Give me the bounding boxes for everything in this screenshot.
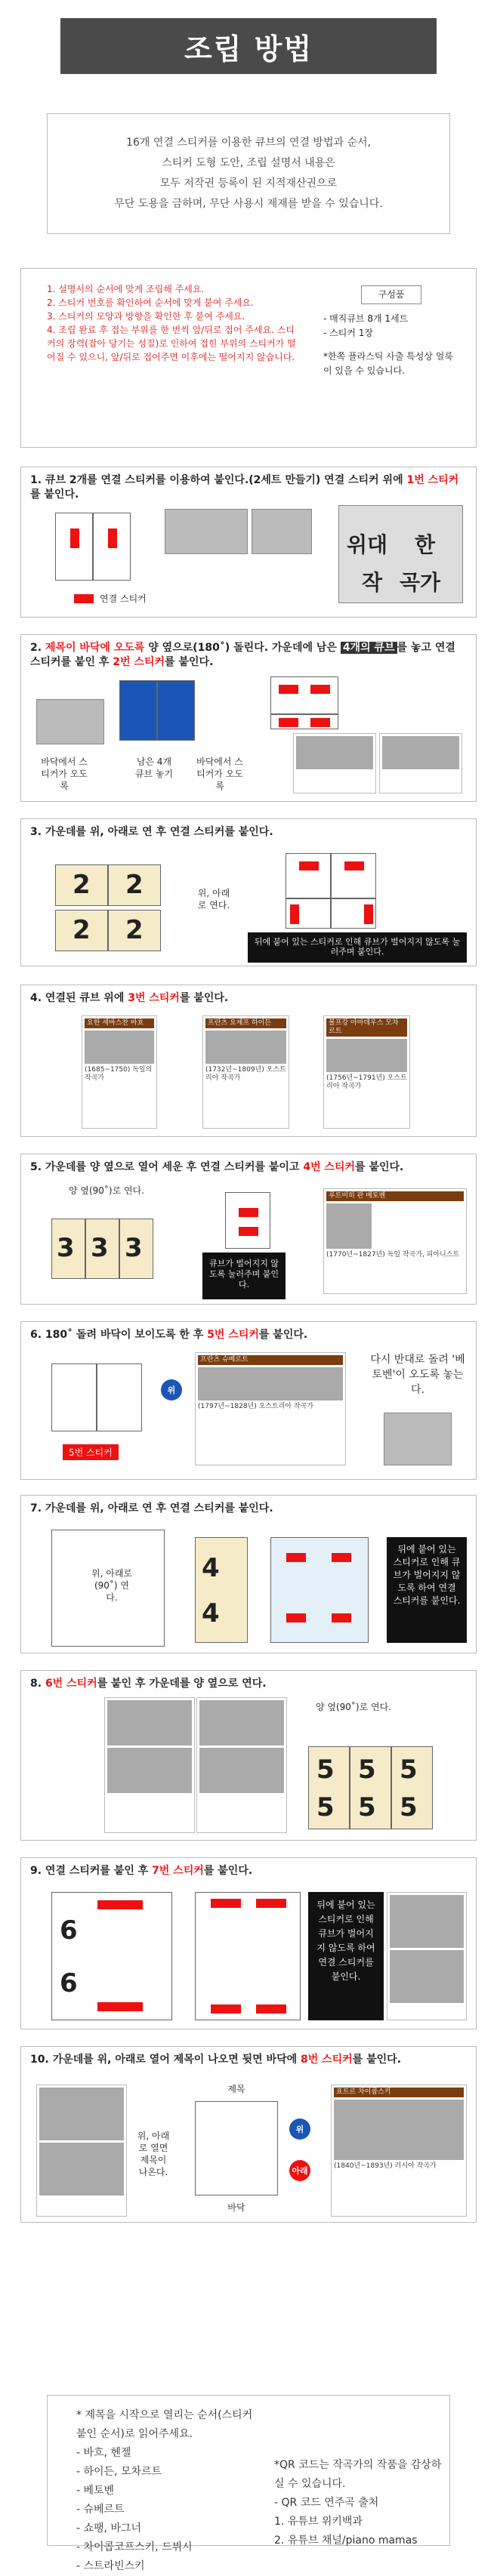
note-line: - 슈베르트 <box>76 2504 125 2516</box>
cube-diagram <box>270 1537 369 1643</box>
step-title: 2. 제목이 바닥에 오도록 양 옆으로(180˚) 돌린다. 가운데에 남은 4개의 큐브 를 놓고 연결 스티커를 붙인 후 2번 스티커를 붙인다. <box>30 642 455 668</box>
legend-label: 연결 스티커 <box>100 593 147 604</box>
step-6 <box>20 1321 477 1480</box>
cube-diagram: 5 5 <box>350 1746 391 1829</box>
cube-diagram: 6 6 <box>51 1892 172 2020</box>
cube-diagram <box>286 898 331 929</box>
instruction-box: 큐브가 벌어지지 않도록 눌러주며 붙인다. <box>202 1253 286 1299</box>
label: 제목 <box>227 2084 245 2094</box>
composer-card <box>387 1892 467 2020</box>
direction-badge: 위 <box>289 2118 310 2140</box>
label: 양 옆(90˚)로 연다. <box>315 1702 392 1712</box>
step-4 <box>20 984 477 1137</box>
step-title: 4. 연결된 큐브 위에 3번 스티커를 붙인다. <box>30 992 229 1004</box>
cube-diagram: 3 <box>51 1219 85 1279</box>
direction-badge: 위 <box>161 1379 182 1400</box>
cube-diagram <box>195 2101 278 2195</box>
step-1 <box>20 467 477 618</box>
cube-diagram <box>270 714 338 729</box>
notice-line: 16개 연결 스티커를 이용한 큐브의 연결 방법과 순서, <box>126 137 371 149</box>
composer-card <box>293 733 376 793</box>
step-8 <box>20 1670 477 1841</box>
note-line: - 하이든, 모차르트 <box>76 2466 162 2478</box>
notice-line: 모두 저작권 등록이 된 지적재산권으로 <box>159 177 338 190</box>
cube-diagram <box>331 898 376 929</box>
poster-text: 위대 <box>347 532 388 557</box>
photo <box>252 509 312 554</box>
components-title: 구성품 <box>361 285 421 304</box>
guide-item: 2. 스티커 번호를 확인하여 순서에 맞게 붙여 주세요. <box>47 297 254 308</box>
note-line: - 스트라빈스키 <box>76 2560 145 2572</box>
step-title: 1. 큐브 2개를 연결 스티커를 이용하여 붙인다.(2세트 만들기) 연결 스티커 위에 1번 스티커를 붙인다. <box>30 474 459 501</box>
composer-card <box>379 733 462 793</box>
guide-item: 3. 스티커의 모양과 방향을 확인한 후 붙여 주세요. <box>47 311 245 322</box>
label: 위, 아래로 연다. <box>197 888 230 911</box>
composer-card: 루트비히 판 베토벤 (1770년~1827년) 독일 작곡가, 피아니스트 <box>323 1188 467 1294</box>
cube-diagram <box>119 680 157 741</box>
photo <box>384 1413 452 1465</box>
copyright-notice <box>47 113 450 234</box>
composer-card: 요한 세바스찬 바흐 (1685~1750) 독일의 작곡가 <box>82 1015 157 1129</box>
composer-card <box>36 2085 127 2217</box>
notice-line: 무단 도용을 금하며, 무단 사용시 제재를 받을 수 있습니다. <box>114 198 383 210</box>
guide-item: 4. 조립 완료 후 접는 부위를 한 번씩 앞/뒤로 접어 주세요. 스티커의 장력(잡아 당기는 성질)로 인하여 접힌 부위의 스티커가 떨어질 수 있으니, 앞/뒤로 접어주면 이후에는 떨어지지 않습니다. <box>47 325 296 362</box>
step-title: 9. 연결 스티커를 붙인 후 7번 스티커를 붙인다. <box>30 1865 253 1877</box>
cube-diagram <box>93 513 131 581</box>
note-line: *QR 코드는 작곡가의 작품을 감상하실 수 있습니다. <box>274 2459 442 2490</box>
guide-list <box>47 282 296 364</box>
label: 남은 4개 큐브 놓기 <box>134 756 174 779</box>
step-title: 6. 180˚ 돌려 바닥이 보이도록 한 후 5번 스티커를 붙인다. <box>30 1329 308 1341</box>
cube-diagram <box>51 1363 97 1431</box>
assembly-guide <box>20 268 477 448</box>
cube-diagram: 3 <box>119 1219 153 1279</box>
step-title: 3. 가운데를 위, 아래로 연 후 연결 스티커를 붙인다. <box>30 826 273 838</box>
label: 다시 반대로 돌려 '베토벤'이 오도록 놓는다. <box>370 1354 465 1396</box>
cube-diagram: 3 <box>85 1219 119 1279</box>
instruction-box: 뒤에 붙어 있는 스티커로 인해 큐브가 벌어지지 않도록 눌러주며 붙인다. <box>248 932 467 963</box>
step-3 <box>20 818 477 966</box>
components-note: *한쪽 플라스틱 사출 특성상 얼룩이 있을 수 있습니다. <box>323 351 453 376</box>
composer-card <box>104 1697 195 1833</box>
reading-notes <box>47 2395 450 2572</box>
poster-photo <box>338 505 463 603</box>
composer-card: 볼프강 아마데우스 모차르트 (1756년~1791년) 오스트리아 작곡가 <box>323 1015 410 1129</box>
cube-diagram <box>270 676 338 714</box>
step-title: 8. 6번 스티커를 붙인 후 가운데를 양 옆으로 연다. <box>30 1678 267 1690</box>
cube-diagram: 2 <box>55 910 108 951</box>
cube-diagram <box>157 680 195 741</box>
step-title: 5. 가운데를 양 옆으로 열어 세운 후 연결 스티커를 붙이고 4번 스티커를 붙인다. <box>30 1161 404 1173</box>
guide-item: 1. 설명서의 순서에 맞게 조립해 주세요. <box>47 284 205 294</box>
poster-text: 곡가 <box>400 570 441 595</box>
label: 양 옆(90˚)로 연다. <box>68 1185 145 1196</box>
direction-badge: 아래 <box>289 2160 310 2181</box>
cube-diagram: 5 5 <box>391 1746 433 1829</box>
note-line: 2. 유튜브 채널/piano mamas <box>274 2534 418 2547</box>
step-10 <box>20 2046 477 2223</box>
step-2 <box>20 634 477 802</box>
notice-line: 스티커 도형 도안, 조립 설명서 내용은 <box>162 157 335 169</box>
cube-diagram <box>286 853 331 898</box>
instruction-box: 뒤에 붙어 있는 스티커로 인해 큐브가 벌어지지 않도록 하여 연결 스티커를 붙인다. <box>387 1537 467 1643</box>
note-line: - 베토벤 <box>76 2485 115 2497</box>
step-7 <box>20 1495 477 1653</box>
note-line: - 바흐, 헨젤 <box>76 2447 131 2459</box>
step-5 <box>20 1154 477 1305</box>
photo <box>165 509 248 554</box>
component-item: - 스티커 1장 <box>323 328 373 338</box>
label: 위, 아래로 열면 제목이 나온다. <box>137 2131 170 2177</box>
step-title: 7. 가운데를 위, 아래로 연 후 연결 스티커를 붙인다. <box>30 1502 273 1514</box>
composer-card: 프란츠 요제프 하이든 (1732년~1809년) 오스트리아 작곡가 <box>202 1015 289 1129</box>
note-line: * 제목을 시작으로 열리는 순서(스티커 붙인 순서)로 읽어주세요. <box>76 2409 253 2440</box>
cube-diagram <box>195 1892 301 2020</box>
cube-diagram <box>97 1363 142 1431</box>
poster-text: 작 <box>362 570 383 595</box>
reading-order <box>76 2406 265 2576</box>
cube-diagram <box>225 1192 270 1249</box>
note-line: 1. 유튜브 위키백과 <box>274 2516 363 2528</box>
poster-text: 한 <box>415 532 436 557</box>
components-box <box>323 285 459 378</box>
composer-card: 표트르 차이콥스키 (1840년~1893년) 러시아 작곡가 <box>331 2085 467 2217</box>
cube-diagram <box>55 513 93 581</box>
cube-diagram: 2 <box>55 864 108 906</box>
legend-swatch <box>74 594 94 603</box>
qr-notes <box>274 2456 448 2550</box>
label: 위, 아래로(90˚) 연다. <box>91 1568 132 1603</box>
cube-diagram: 4 4 <box>195 1537 248 1643</box>
label: 바닥에서 스티커가 오도록 <box>196 756 243 791</box>
note-line: - 쇼팽, 바그너 <box>76 2522 142 2534</box>
note-line: - 차이콥코프스키, 드뷔시 <box>76 2541 193 2553</box>
component-item: - 매직큐브 8개 1세트 <box>323 313 409 324</box>
instruction-box: 뒤에 붙어 있는 스티커로 인해 큐브가 벌어지지 않도록 하여 연결 스티커를 붙인다. <box>308 1892 384 2020</box>
photo <box>36 699 104 744</box>
cube-diagram: 2 <box>108 910 161 951</box>
cube-diagram: 5 5 <box>308 1746 350 1829</box>
label: 바닥에서 스티커가 오도록 <box>41 756 88 791</box>
composer-card <box>196 1697 287 1833</box>
step-title: 10. 가운데를 위, 아래로 열어 제목이 나오면 뒷면 바닥에 8번 스티커를 붙인다. <box>30 2054 402 2066</box>
cube-diagram: 2 <box>108 864 161 906</box>
cube-diagram <box>331 853 376 898</box>
sticker-tag: 5번 스티커 <box>63 1444 119 1460</box>
composer-card: 프란츠 슈베르트 (1797년~1828년) 오스트리아 작곡가 <box>195 1352 346 1465</box>
step-9 <box>20 1857 477 2029</box>
note-line: - QR 코드 연주곡 출처 <box>274 2497 379 2509</box>
label: 바닥 <box>227 2202 245 2213</box>
page-title: 조립 방법 <box>60 18 437 74</box>
